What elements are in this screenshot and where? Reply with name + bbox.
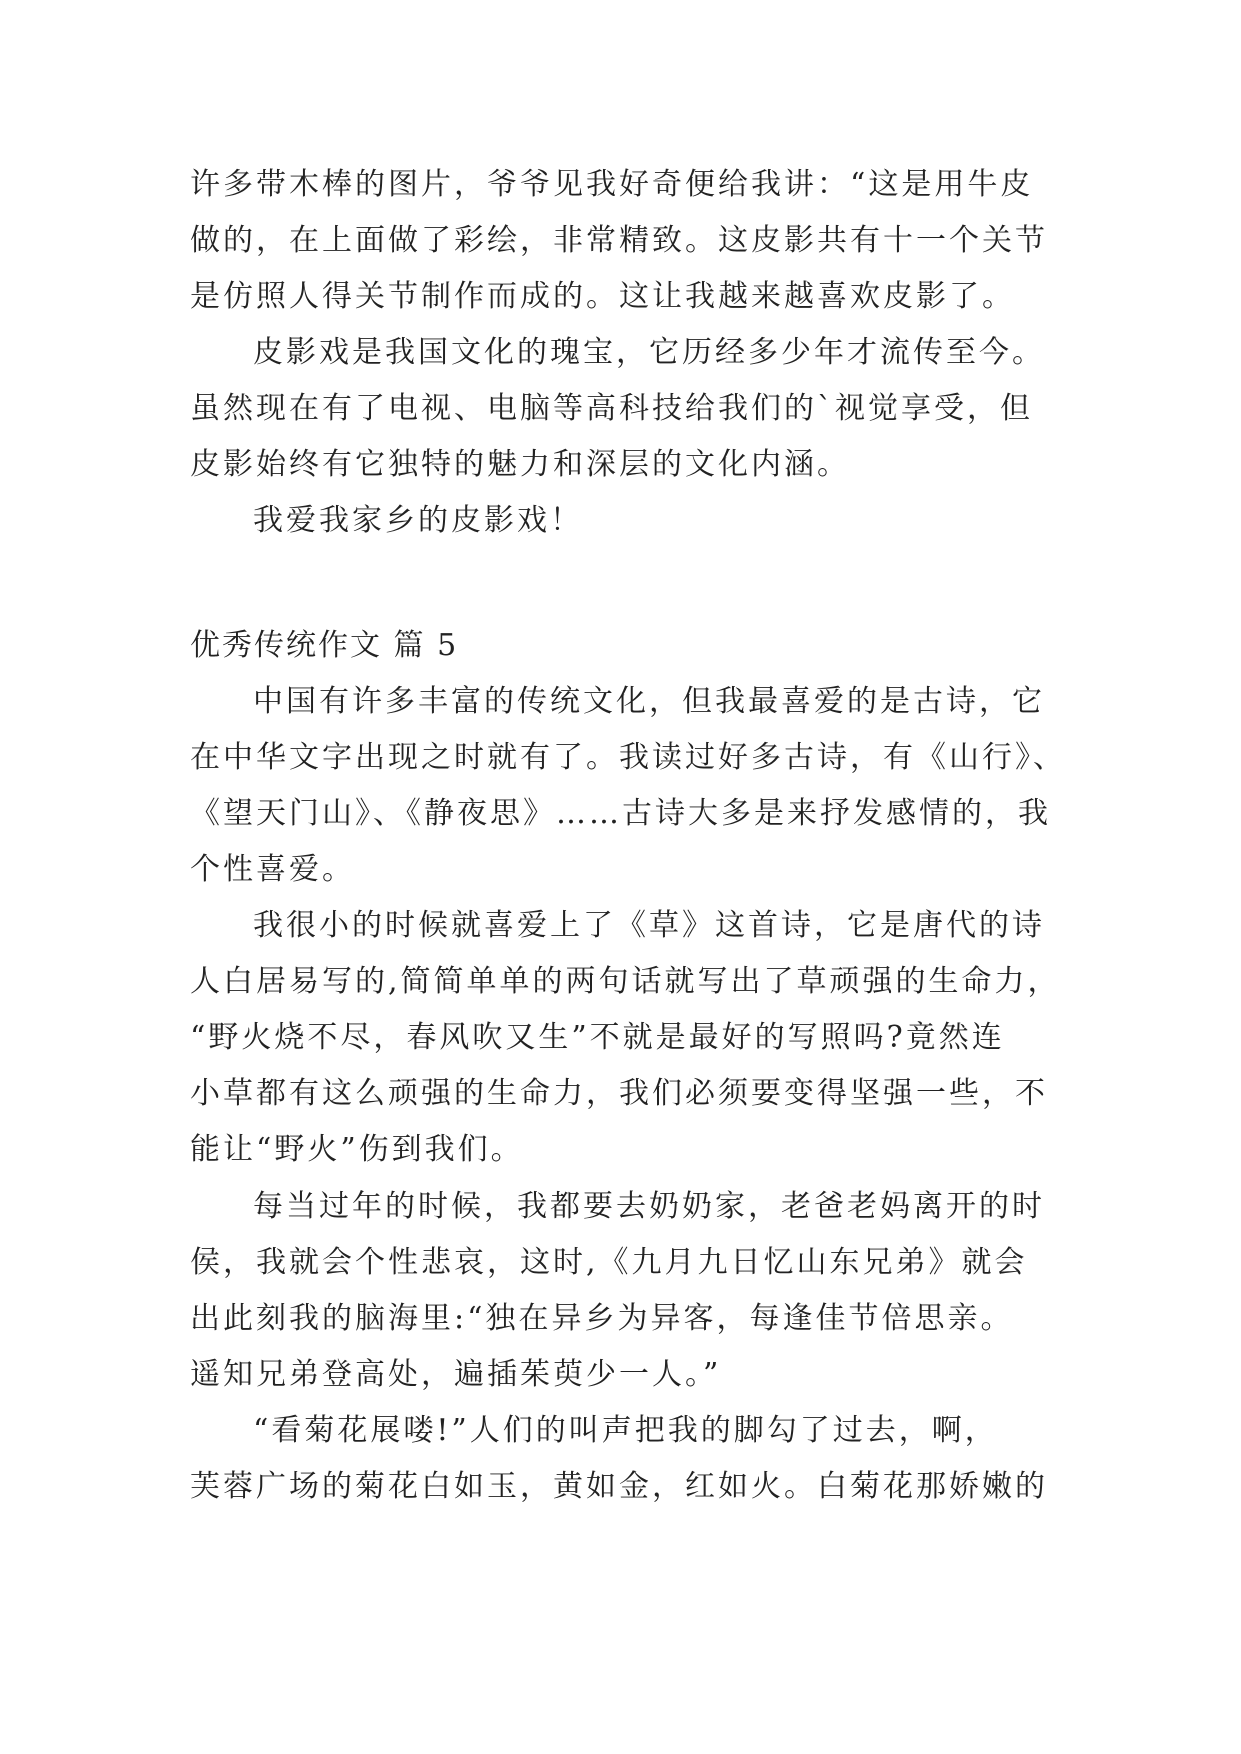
text-line: 每当过年的时候，我都要去奶奶家，老爸老妈离开的时: [253, 1189, 1045, 1224]
text-line: 遥知兄弟登高处，遍插茱萸少一人。”: [190, 1357, 722, 1392]
text-line: 中国有许多丰富的传统文化，但我最喜爱的是古诗，它: [253, 684, 1045, 719]
text-line: 我很小的时候就喜爱上了《草》这首诗，它是唐代的诗: [253, 908, 1045, 943]
text-line: 是仿照人得关节制作而成的。这让我越来越喜欢皮影了。: [190, 279, 1015, 314]
text-line: 小草都有这么顽强的生命力，我们必须要变得坚强一些，不: [190, 1076, 1048, 1111]
text-line: 皮影戏是我国文化的瑰宝，它历经多少年才流传至今。: [253, 335, 1045, 370]
text-line: 虽然现在有了电视、电脑等高科技给我们的`视觉享受，但: [190, 391, 1033, 426]
text-line: 皮影始终有它独特的魅力和深层的文化内涵。: [190, 447, 850, 482]
text-line: 人白居易写的,简简单单的两句话就写出了草顽强的生命力，: [190, 964, 1061, 999]
text-line: 《望天门山》、《静夜思》……古诗大多是来抒发感情的，我: [190, 796, 1051, 831]
text-line: 在中华文字出现之时就有了。我读过好多古诗，有《山行》、: [190, 740, 1066, 775]
text-line: 能让“野火”伤到我们。: [190, 1132, 524, 1167]
text-line: 我爱我家乡的皮影戏！: [253, 503, 583, 538]
text-line: “看菊花展喽!”人们的叫声把我的脚勾了过去，啊，: [253, 1413, 998, 1448]
text-line: 许多带木棒的图片，爷爷见我好奇便给我讲：“这是用牛皮: [190, 167, 1034, 202]
text-line: 侯，我就会个性悲哀，这时,《九月九日忆山东兄弟》就会: [190, 1245, 1028, 1280]
text-line: “野火烧不尽，春风吹又生”不就是最好的写照吗?竟然连: [190, 1020, 1005, 1055]
text-line: 芙蓉广场的菊花白如玉，黄如金，红如火。白菊花那娇嫩的: [190, 1469, 1048, 1504]
text-line: 做的，在上面做了彩绘，非常精致。这皮影共有十一个关节: [190, 223, 1048, 258]
text-line: 出此刻我的脑海里:“独在异乡为异客，每逢佳节倍思亲。: [190, 1301, 1014, 1336]
text-line: 个性喜爱。: [190, 852, 355, 887]
section-title: 优秀传统作文 篇 5: [190, 628, 459, 663]
